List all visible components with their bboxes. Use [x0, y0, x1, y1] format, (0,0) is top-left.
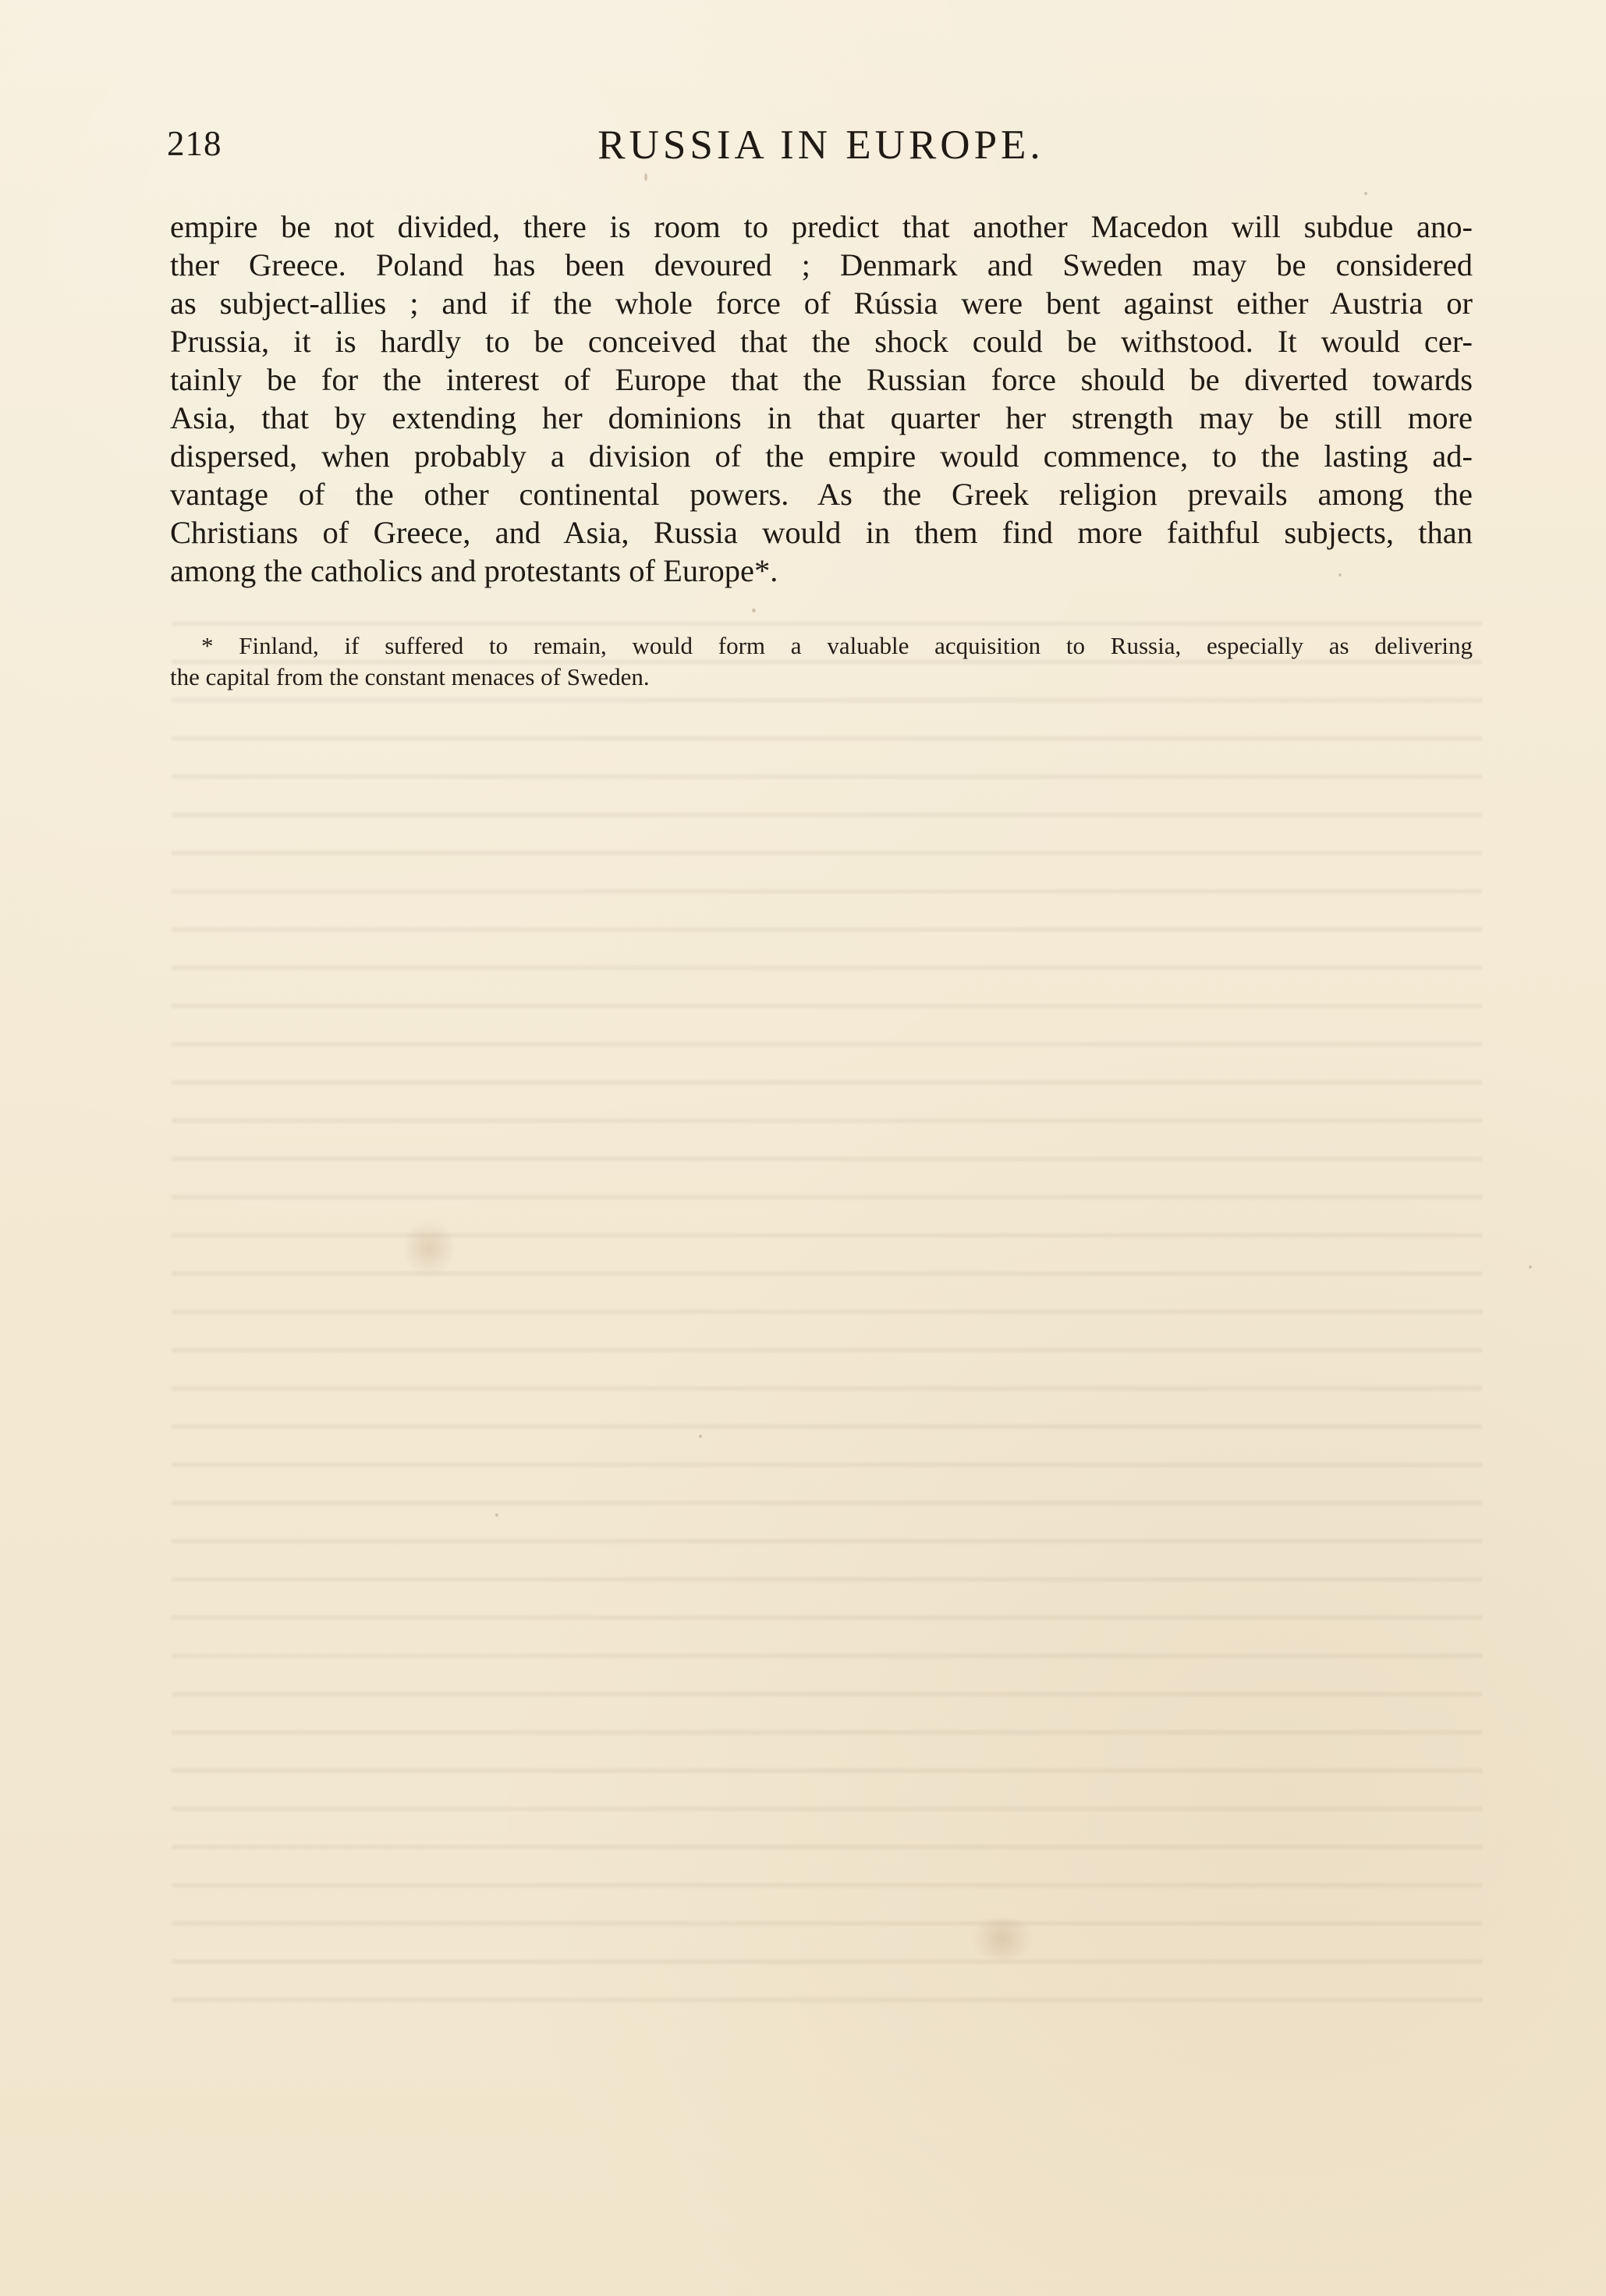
body-line: vantage of the other continental powers. As the Greek religion prevails among the [170, 477, 1473, 512]
ink-speck [1364, 192, 1367, 195]
running-head: RUSSIA IN EUROPE. [597, 122, 1044, 168]
body-line: tainly be for the interest of Europe that the Russian force should be diverted towards [170, 362, 1473, 397]
main-paragraph [170, 208, 1473, 590]
body-line: ther Greece. Poland has been devoured ; Denmark and Sweden may be considered [170, 247, 1473, 282]
footnote-line: the capital from the constant menaces of Sweden. [170, 663, 650, 690]
ink-speck [1529, 1265, 1532, 1269]
page-header [167, 123, 1475, 178]
footnote-line: * Finland, if suffered to remain, would form a valuable acquisition to Russia, especially as delivering [201, 632, 1473, 659]
body-line: Prussia, it is hardly to be conceived that the shock could be withstood. It would cer- [170, 324, 1473, 359]
page-number: 218 [167, 124, 222, 163]
body-line: among the catholics and protestants of Europe*. [170, 553, 778, 588]
body-line: dispersed, when probably a division of the empire would commence, to the lasting ad- [170, 438, 1473, 474]
body-line: as subject-allies ; and if the whole force of Rússia were bent against either Austria or [170, 286, 1473, 321]
body-line: empire be not divided, there is room to predict that another Macedon will subdue ano- [170, 209, 1473, 244]
show-through-text [172, 601, 1482, 2021]
ink-speck [495, 1514, 498, 1517]
paper-stain [967, 1919, 1037, 1958]
ink-speck [1338, 573, 1342, 577]
ink-speck [644, 173, 647, 181]
ink-speck [699, 1435, 702, 1438]
body-line: Christians of Greece, and Asia, Russia would in them find more faithful subjects, than [170, 515, 1473, 550]
ink-speck [752, 609, 756, 612]
body-line: Asia, that by extending her dominions in that quarter her strength may be still more [170, 400, 1473, 435]
paper-stain [406, 1217, 452, 1279]
footnote [170, 630, 1473, 693]
